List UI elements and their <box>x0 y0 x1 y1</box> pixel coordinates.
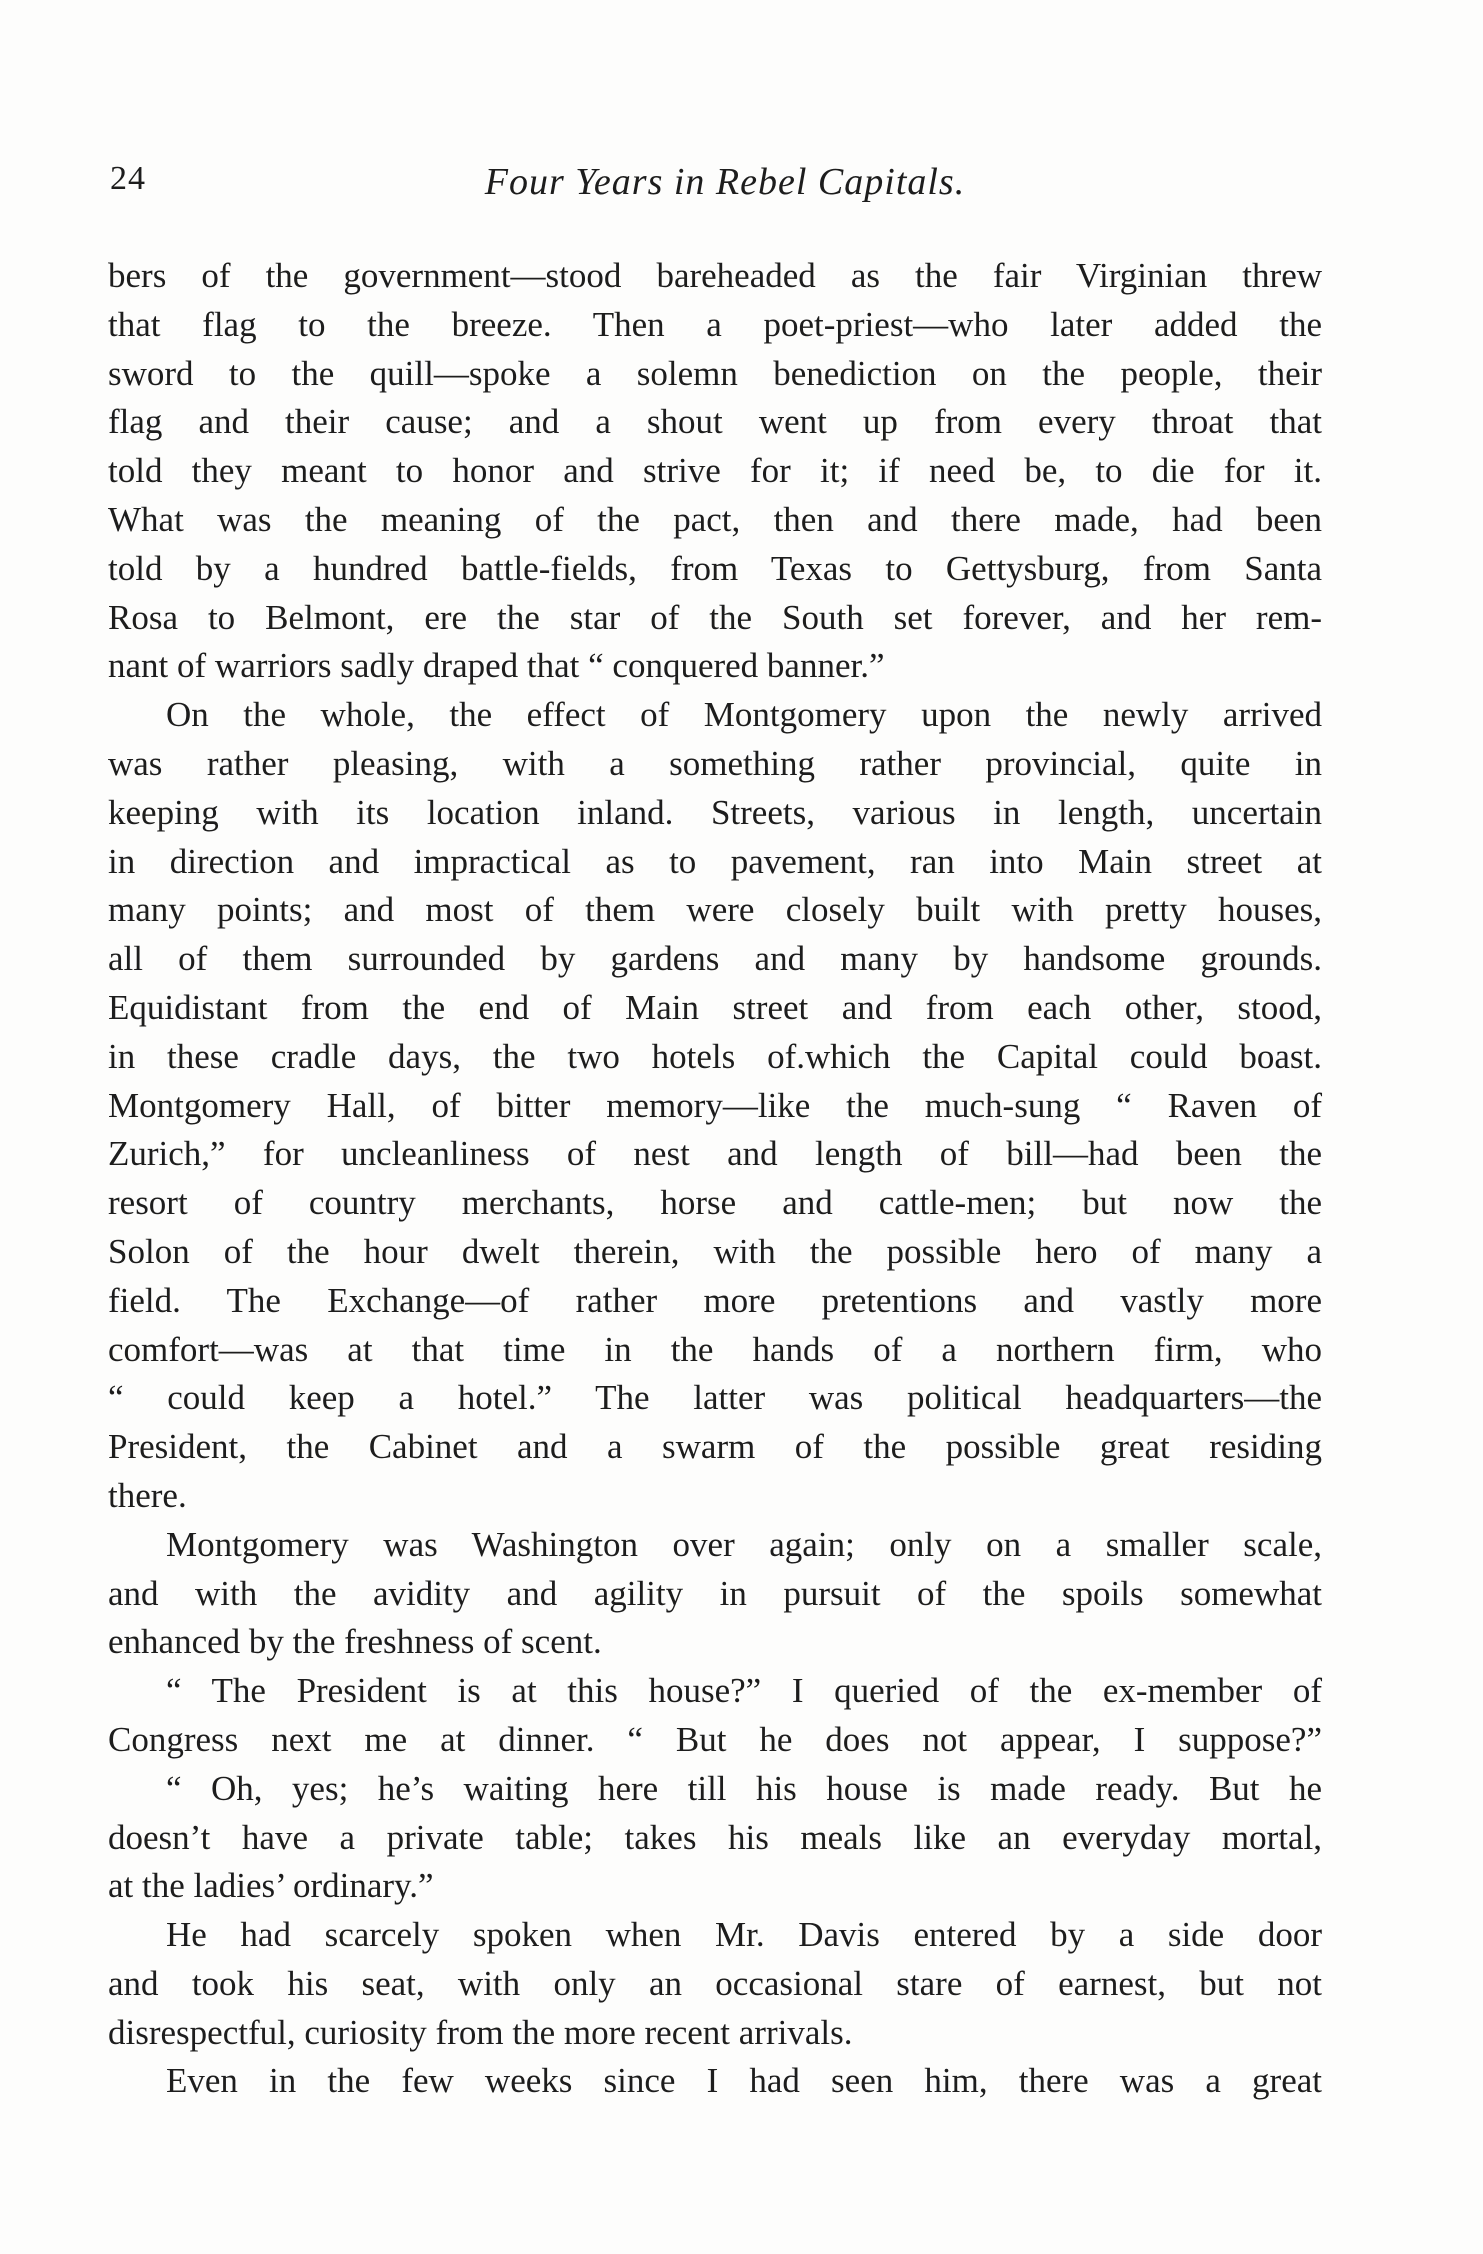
text-line: sword to the quill—spoke a solemn benediction on the people, their <box>108 353 1322 393</box>
text-line: keeping with its location inland. Streets, various in length, uncertain <box>108 792 1322 832</box>
running-head <box>110 160 1340 210</box>
text-line: comfort—was at that time in the hands of a northern firm, who <box>108 1329 1322 1369</box>
text-line: Solon of the hour dwelt therein, with the possible hero of many a <box>108 1231 1322 1271</box>
text-line: enhanced by the freshness of scent. <box>108 1622 602 1662</box>
text-line: resort of country merchants, horse and cattle-men; but now the <box>108 1183 1322 1223</box>
text-line: What was the meaning of the pact, then and there made, had been <box>108 499 1322 539</box>
paragraph-start-line: Montgomery was Washington over again; only on a smaller scale, <box>166 1524 1322 1564</box>
page-number: 24 <box>110 160 146 197</box>
text-line: told by a hundred battle-fields, from Texas to Gettysburg, from Santa <box>108 548 1322 588</box>
text-line: that flag to the breeze. Then a poet-priest—who later added the <box>108 304 1322 344</box>
text-line: all of them surrounded by gardens and many by handsome grounds. <box>108 939 1322 979</box>
text-line: in direction and impractical as to pavement, ran into Main street at <box>108 841 1322 881</box>
text-line: Equidistant from the end of Main street and from each other, stood, <box>108 987 1322 1027</box>
text-line: “ could keep a hotel.” The latter was political headquarters—the <box>108 1378 1322 1418</box>
text-line: in these cradle days, the two hotels of.which the Capital could boast. <box>108 1036 1322 1076</box>
running-title: Four Years in Rebel Capitals. <box>484 161 966 203</box>
text-line: there. <box>108 1475 187 1515</box>
paragraph-start-line: “ The President is at this house?” I queried of the ex-member of <box>166 1671 1322 1711</box>
paragraph-start-line: On the whole, the effect of Montgomery upon the newly arrived <box>166 695 1322 735</box>
text-line: doesn’t have a private table; takes his meals like an everyday mortal, <box>108 1817 1322 1857</box>
text-line: field. The Exchange—of rather more pretentions and vastly more <box>108 1280 1322 1320</box>
paragraph-start-line: “ Oh, yes; he’s waiting here till his house is made ready. But he <box>166 1768 1322 1808</box>
text-line: flag and their cause; and a shout went up from every throat that <box>108 402 1322 442</box>
text-line: many points; and most of them were closely built with pretty houses, <box>108 890 1322 930</box>
body-text <box>108 252 1322 2106</box>
paragraph-start-line: He had scarcely spoken when Mr. Davis entered by a side door <box>166 1915 1322 1955</box>
text-line: and took his seat, with only an occasional stare of earnest, but not <box>108 1963 1322 2003</box>
text-line: Zurich,” for uncleanliness of nest and length of bill—had been the <box>108 1134 1322 1174</box>
text-line: bers of the government—stood bareheaded as the fair Virginian threw <box>108 256 1322 295</box>
text-line: and with the avidity and agility in pursuit of the spoils somewhat <box>108 1573 1322 1613</box>
text-line: at the ladies’ ordinary.” <box>108 1866 434 1906</box>
text-line: was rather pleasing, with a something rather provincial, quite in <box>108 743 1322 783</box>
text-line: Montgomery Hall, of bitter memory—like the much-sung “ Raven of <box>108 1085 1322 1125</box>
text-line: Congress next me at dinner. “ But he does not appear, I suppose?” <box>108 1719 1322 1759</box>
text-line: Rosa to Belmont, ere the star of the South set forever, and her rem- <box>108 597 1322 637</box>
text-line: disrespectful, curiosity from the more recent arrivals. <box>108 2012 853 2052</box>
text-line: nant of warriors sadly draped that “ conquered banner.” <box>108 646 885 686</box>
paragraph-start-line: Even in the few weeks since I had seen him, there was a great <box>166 2061 1322 2101</box>
text-line: told they meant to honor and strive for it; if need be, to die for it. <box>108 451 1322 491</box>
text-line: President, the Cabinet and a swarm of the possible great residing <box>108 1427 1322 1467</box>
